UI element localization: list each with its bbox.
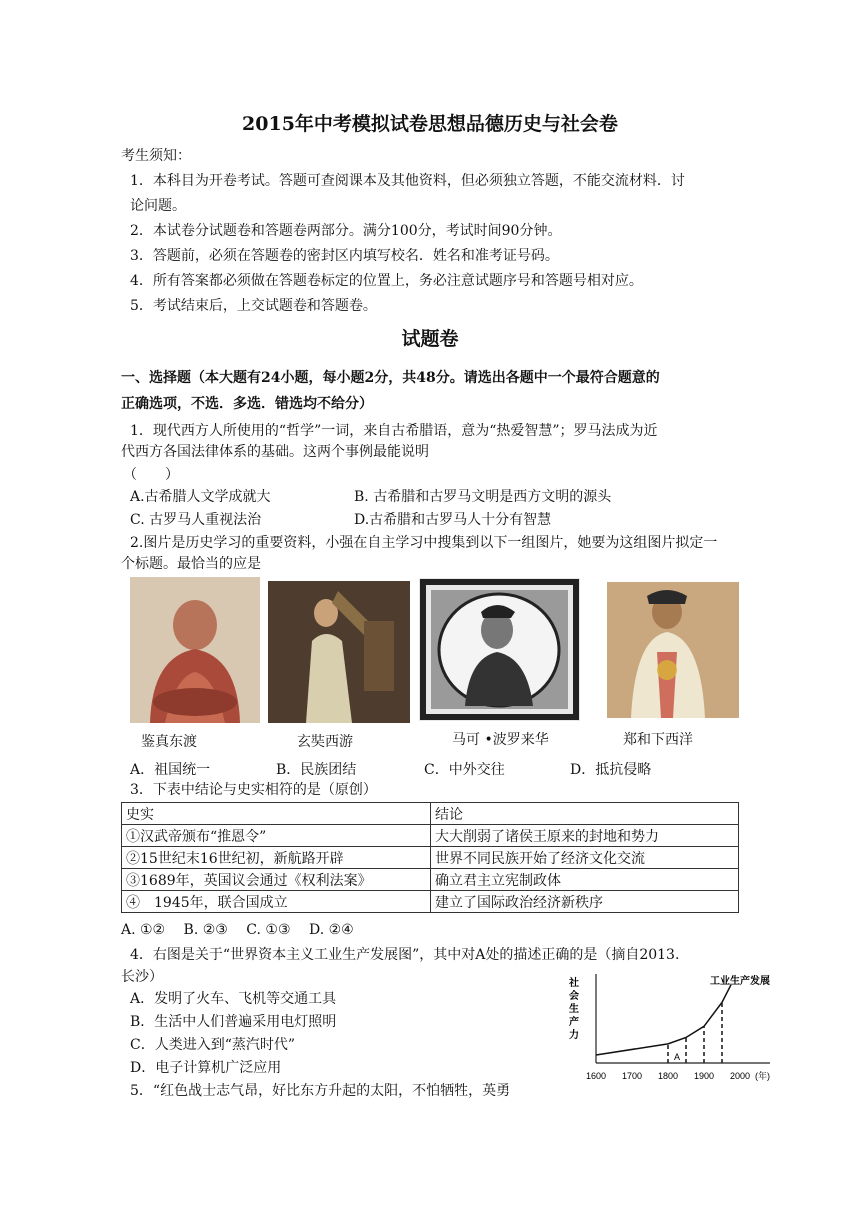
- q1-paren: （ ）: [123, 467, 179, 483]
- q4-option-a: A．发明了火车、飞机等交通工具: [130, 991, 337, 1007]
- q2-stem: 2.图片是历史学习的重要资料，小强在自主学习中搜集到以下一组图片，她要为这组图片拟定一: [130, 535, 718, 551]
- table-cell: ③1689年，英国议会通过《权利法案》: [122, 869, 431, 891]
- table-cell: 确立君主立宪制政体: [431, 869, 739, 891]
- q1-stem: 1．现代西方人所使用的“哲学”一词，来自古希腊语，意为“热爱智慧”；罗马法成为近: [130, 423, 658, 439]
- q5-stem: 5．“红色战士志气昂，好比东方升起的太阳，不怕牺牲，英勇: [130, 1083, 511, 1099]
- zheng-he-portrait-image: [607, 582, 739, 718]
- series-line: [596, 985, 731, 1055]
- table-row: [122, 869, 739, 891]
- q4-stem-cont: 长沙）: [121, 969, 163, 985]
- table-header-cell: 结论: [431, 803, 739, 825]
- section-title: 试题卷: [401, 328, 459, 350]
- q2-option-b: B．民族团结: [276, 762, 357, 778]
- jianzhen-statue-image: [130, 577, 260, 723]
- notice-item: 论问题。: [130, 198, 186, 214]
- x-tick-label: 1600: [585, 1071, 607, 1081]
- notice-item: 5．考试结束后，上交试题卷和答题卷。: [130, 298, 377, 314]
- caption-xuanzang: 玄奘西游: [297, 734, 353, 750]
- q1-option-d: D.古希腊和古罗马人十分有智慧: [354, 512, 552, 528]
- q3-stem: 3．下表中结论与史实相符的是（原创）: [130, 782, 377, 798]
- q3-table: [121, 802, 739, 913]
- q4-option-c: C．人类进入到“蒸汽时代”: [130, 1037, 296, 1053]
- notice-item: 2．本试卷分试题卷和答题卷两部分。满分100分，考试时间90分钟。: [130, 223, 562, 239]
- industrial-production-chart: [560, 968, 790, 1086]
- x-axis-label: (年): [755, 1071, 770, 1081]
- table-row: [122, 825, 739, 847]
- table-cell: ②15世纪末16世纪初，新航路开辟: [122, 847, 431, 869]
- exam-title: 2015年中考模拟试卷思想品德历史与社会卷: [242, 113, 618, 135]
- annotation-a: A: [673, 1052, 681, 1062]
- q1-option-c: C. 古罗马人重视法治: [130, 512, 262, 528]
- table-cell: 建立了国际政治经济新秩序: [431, 891, 739, 913]
- q1-stem-cont: 代西方各国法律体系的基础。这两个事例最能说明: [121, 444, 429, 460]
- notice-item: 4．所有答案都必须做在答题卷标定的位置上，务必注意试题序号和答题号相对应。: [130, 273, 643, 289]
- chart-axes: [596, 974, 770, 1063]
- table-row: [122, 847, 739, 869]
- y-axis-label-char: 会: [569, 991, 579, 1002]
- q2-option-c: C．中外交往: [424, 762, 505, 778]
- caption-marco-polo: 马可 •波罗来华: [452, 732, 549, 748]
- table-cell: 世界不同民族开始了经济文化交流: [431, 847, 739, 869]
- chart-title: 工业生产发展: [710, 976, 770, 987]
- notice-item: 1．本科目为开卷考试。答题可查阅课本及其他资料，但必须独立答题，不能交流材料．讨: [130, 173, 685, 189]
- notice-item: 3．答题前，必须在答题卷的密封区内填写校名．姓名和准考证号码。: [130, 248, 559, 264]
- q4-option-d: D．电子计算机广泛应用: [130, 1060, 282, 1076]
- table-header-cell: 史实: [122, 803, 431, 825]
- table-cell: ①汉武帝颁布“推恩令”: [122, 825, 431, 847]
- notice-heading: 考生须知：: [121, 148, 191, 164]
- y-axis-label-char: 生: [569, 1004, 579, 1015]
- x-tick-label: 1800: [657, 1071, 679, 1081]
- table-cell: 大大削弱了诸侯王原来的封地和势力: [431, 825, 739, 847]
- table-cell: ④ 1945年，联合国成立: [122, 891, 431, 913]
- q2-option-d: D．抵抗侵略: [570, 762, 652, 778]
- q2-option-a: A．祖国统一: [130, 762, 211, 778]
- q2-stem-cont: 个标题。最恰当的应是: [121, 556, 261, 572]
- table-header-row: [122, 803, 739, 825]
- caption-zheng-he: 郑和下西洋: [623, 732, 693, 748]
- marco-polo-portrait-image: [419, 578, 580, 721]
- q4-stem: 4．右图是关于“世界资本主义工业生产发展图”，其中对A处的描述正确的是（摘自2013.: [130, 947, 680, 963]
- y-axis-label-char: 产: [569, 1017, 579, 1028]
- table-row: [122, 891, 739, 913]
- q1-option-b: B. 古希腊和古罗马文明是西方文明的源头: [354, 489, 612, 505]
- chart-marks: [596, 985, 731, 1063]
- x-tick-label: 1900: [693, 1071, 715, 1081]
- chart-labels: [568, 974, 770, 1081]
- q3-options: A. ①② B. ②③ C. ①③ D. ②④: [121, 922, 354, 938]
- caption-jianzhen: 鉴真东渡: [141, 734, 197, 750]
- y-axis-label-char: 力: [569, 1030, 579, 1041]
- x-tick-label: 2000: [729, 1071, 751, 1081]
- q4-option-b: B．生活中人们普遍采用电灯照明: [130, 1014, 337, 1030]
- x-tick-label: 1700: [621, 1071, 643, 1081]
- q1-option-a: A.古希腊人文学成就大: [130, 489, 271, 505]
- xuanzang-painting-image: [268, 581, 410, 723]
- part1-heading-cont: 正确选项，不选．多选．错选均不给分）: [121, 396, 373, 412]
- y-axis-label-char: 社: [569, 978, 579, 989]
- part1-heading: 一、选择题（本大题有24小题，每小题2分，共48分。请选出各题中一个最符合题意的: [121, 370, 660, 386]
